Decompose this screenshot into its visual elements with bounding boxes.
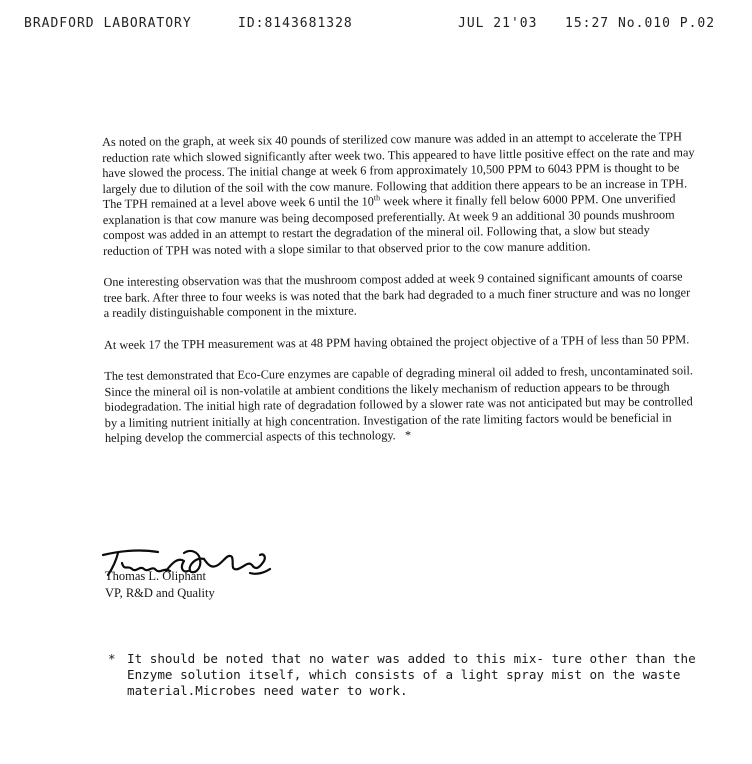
paragraph-conclusion — [104, 363, 700, 446]
signer-title: VP, R&D and Quality — [105, 586, 215, 600]
signer-name: Thomas L. Oliphant — [105, 569, 207, 583]
letter-body — [102, 129, 700, 446]
paragraph-mushroom-compost: One interesting observation was that the mushroom compost added at week 9 contained significant amounts of coarse tree bark. After three to four weeks is was noted that the bark had degraded to a much finer structure and was no longer a readily distinguishable component in the mixture. — [103, 269, 691, 320]
fax-date: JUL 21'03 — [458, 16, 538, 31]
paragraph-cow-manure-part1: As noted on the graph, at week six 40 pounds of sterilized cow manure was added in an attempt to accelerate the TPH reduction rate which slowed significantly after week two. This appeared to have little positive effect on the rate and may have slowed the process. The initial change at week 6 from approximately 10,500 PPM to 6043 PPM is thought to be largely due to dilution of the soil with the cow manure. Following that addition there appears to be an increase in TPH. The TPH remained at a level above week 6 until the 10 — [102, 129, 695, 211]
footnote-text: It should be noted that no water was added to this mix- ture other than the Enzyme solution itself, which consists of a light spray mist on the waste material.Microbes need water to work. — [127, 651, 696, 698]
fax-time-page: 15:27 No.010 P.02 — [565, 16, 716, 31]
fax-header — [0, 16, 752, 36]
footnote-marker: * — [108, 651, 116, 666]
paragraph-week-17: At week 17 the TPH measurement was at 48 PPM having obtained the project objective of a TPH of less than 50 PPM. — [103, 331, 690, 352]
superscript-th: th — [373, 193, 381, 203]
fax-id: ID:8143681328 — [238, 16, 353, 31]
paragraph-conclusion-text: The test demonstrated that Eco-Cure enzymes are capable of degrading mineral oil added to fresh, uncontaminated soil. Since the mineral oil is non-volatile at ambient conditions the likely mechanism of reduction appears to be through biodegradation. The initial high rate of degradation followed by a slower rate was not anticipated but may be controlled by a limiting nutrient initially at high concentration. Investigation of the rate limiting factors would be beneficial in helping develop the commercial aspects of this technology. — [104, 363, 694, 445]
footnote-reference-mark: * — [404, 428, 412, 443]
paragraph-cow-manure — [102, 129, 698, 259]
fax-sender: BRADFORD LABORATORY — [24, 16, 192, 31]
signature-block — [100, 543, 320, 605]
paragraph-cow-manure-part2: week where it finally fell below 6000 PPM. One unverified explanation is that cow manure was being decomposed preferentially. At week 9 an additional 30 pounds mushroom compost was added in an attempt to restart the degradation of the mineral oil. Following that, a slow but steady reduction of TPH was noted with a slope similar to that observed prior to the cow manure addition. — [102, 191, 676, 258]
